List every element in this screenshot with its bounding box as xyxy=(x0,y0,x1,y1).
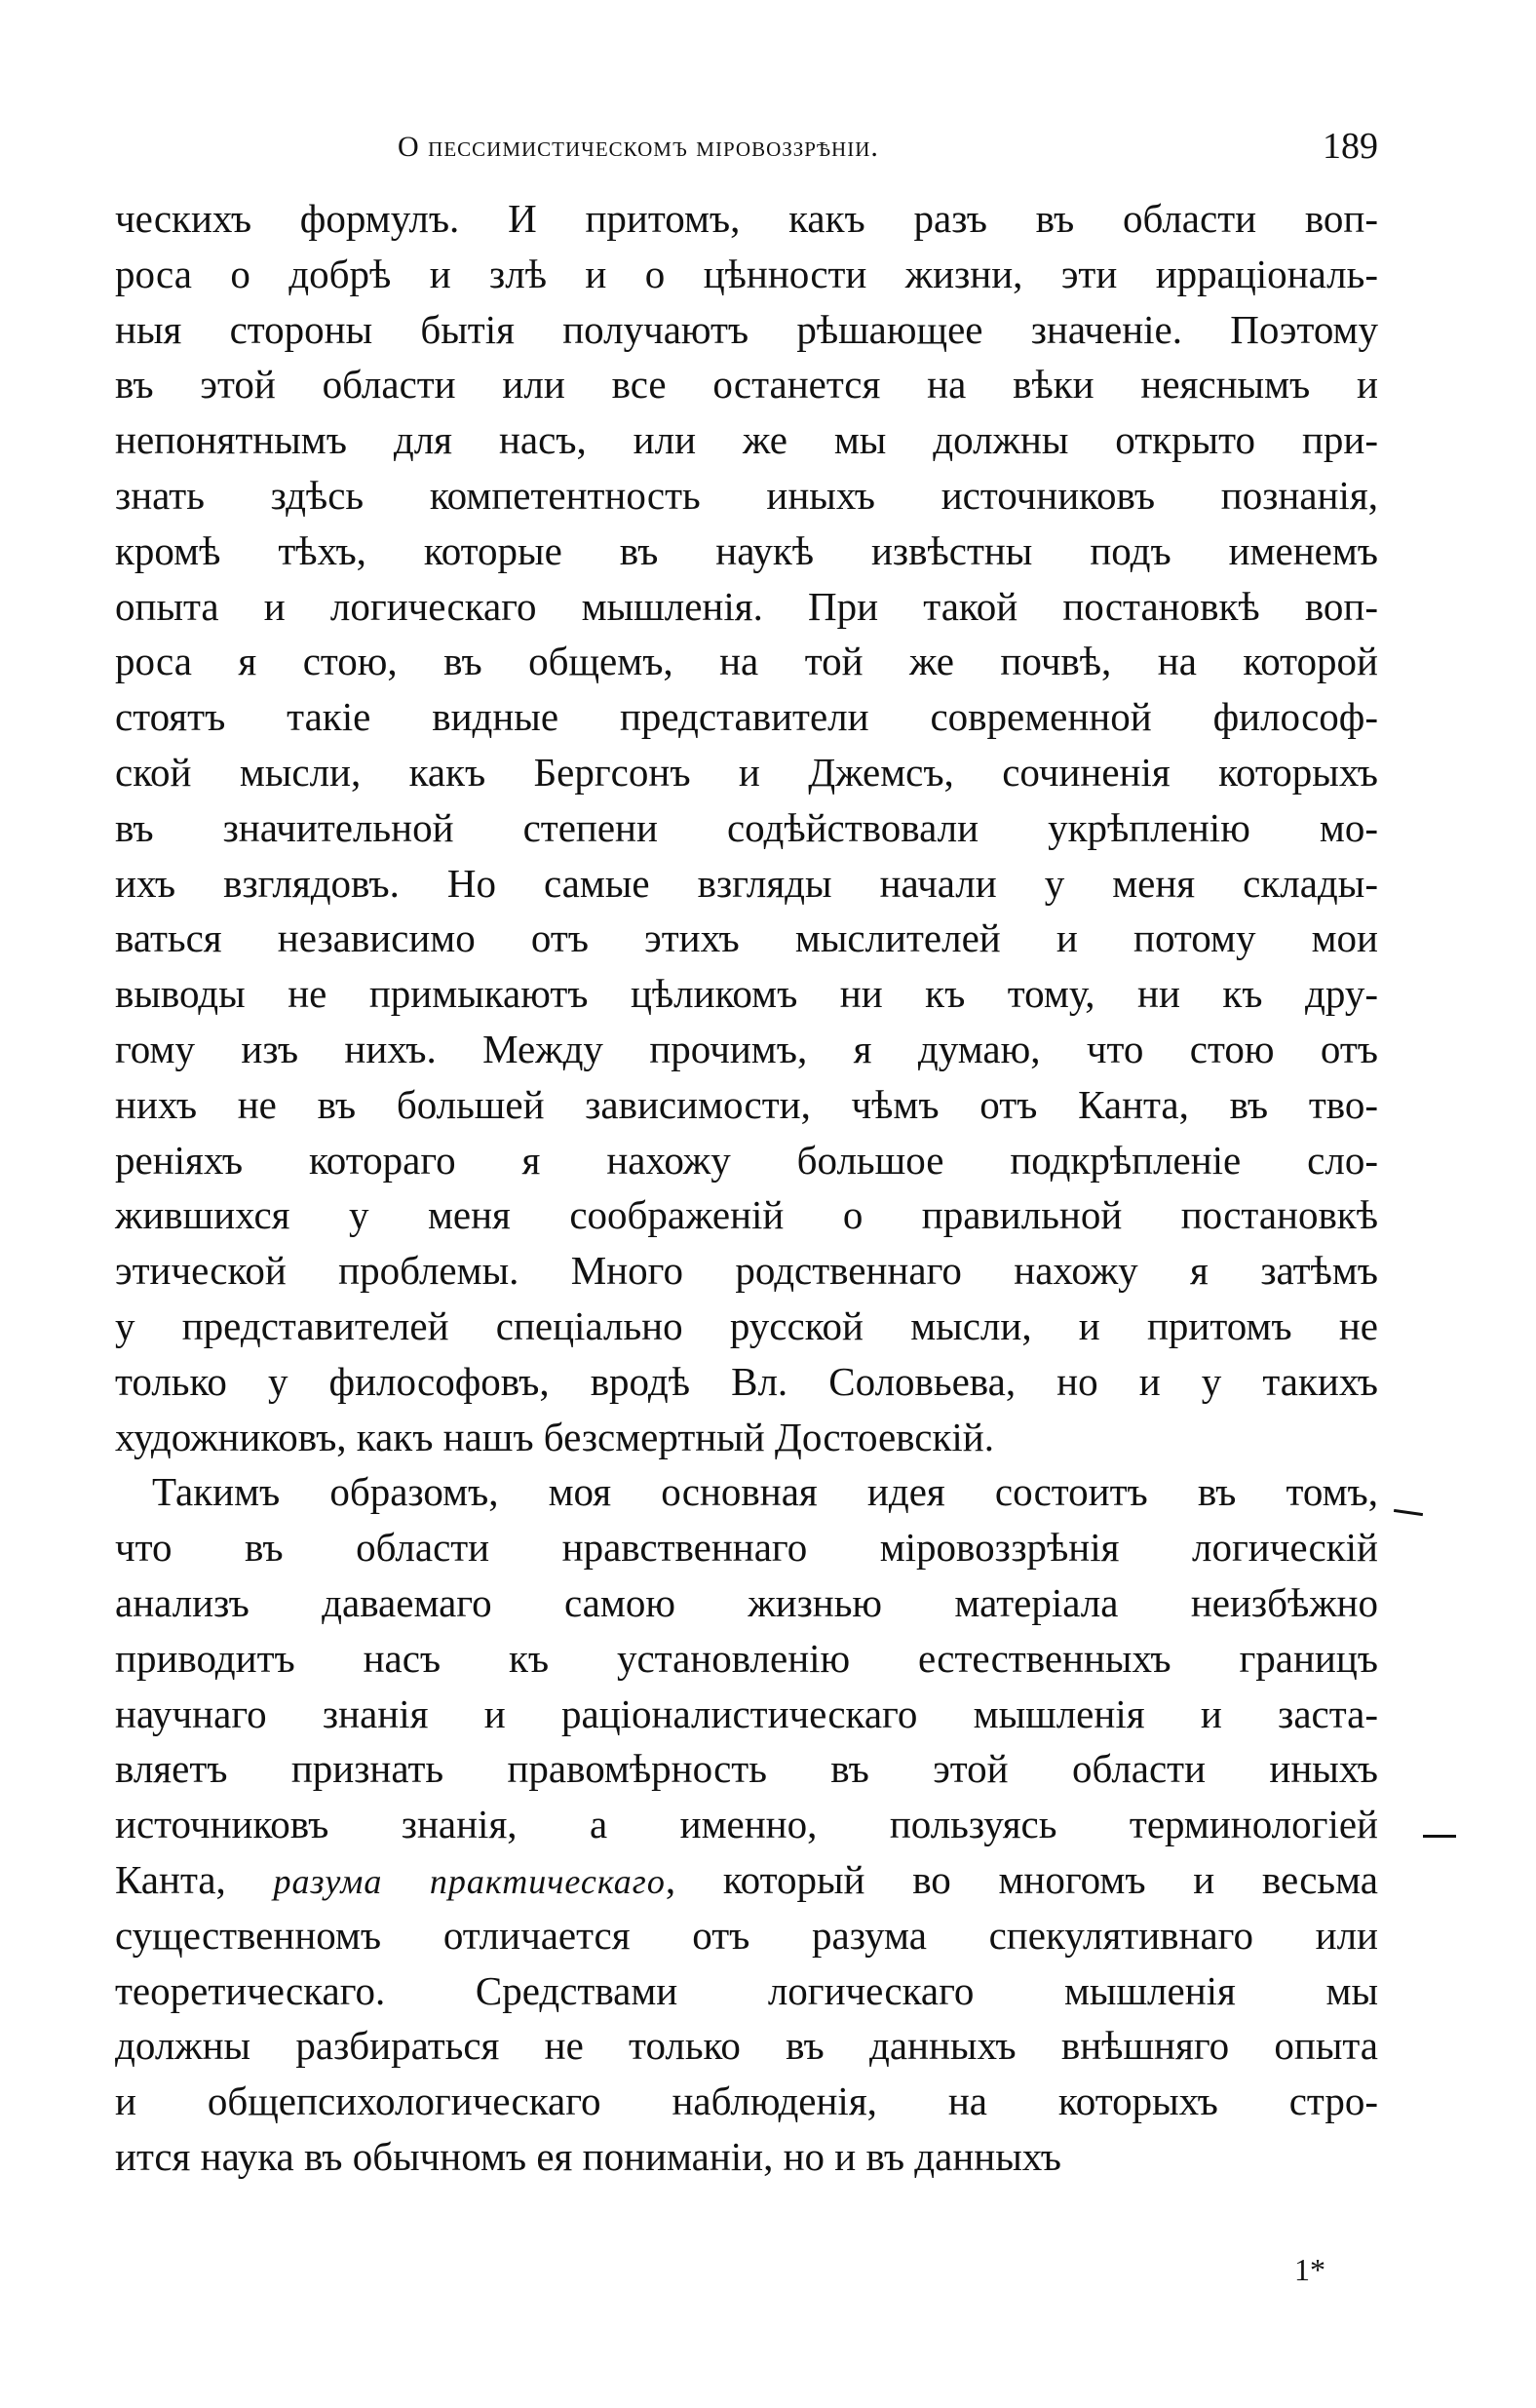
text-segment: нихъ не въ большей зависимости, чѣмъ отъ Канта, въ тво- xyxy=(115,1081,1378,1127)
text-line xyxy=(115,856,1378,912)
text-segment: выводы не примыкаютъ цѣликомъ ни къ тому, ни къ дру- xyxy=(115,971,1378,1017)
text-segment: этической проблемы. Много родственнаго нахожу я затѣмъ xyxy=(115,1248,1378,1294)
text-segment: роса о добрѣ и злѣ и о цѣнности жизни, эти ирраціональ- xyxy=(115,251,1378,296)
paragraph xyxy=(115,1464,1378,2184)
page-number: 189 xyxy=(1323,126,1378,167)
text-line xyxy=(115,1852,1378,1908)
text-line xyxy=(115,1022,1378,1077)
body-text xyxy=(115,191,1378,2185)
text-segment: непонятнымъ для насъ, или же мы должны открыто при- xyxy=(115,417,1378,463)
text-line xyxy=(115,1687,1378,1742)
text-segment: ваться независимо отъ этихъ мыслителей и потому мои xyxy=(115,915,1378,961)
text-line xyxy=(115,966,1378,1022)
text-segment: реніяхъ котораго я нахожу большое подкрѣпленіе сло- xyxy=(115,1137,1378,1183)
text-segment: , который во многомъ и весьма xyxy=(665,1856,1378,1902)
text-segment: существенномъ отличается отъ разума спекулятивнаго или xyxy=(115,1912,1378,1958)
text-line xyxy=(115,1575,1378,1631)
margin-mark xyxy=(1394,1509,1423,1516)
text-segment: кромѣ тѣхъ, которые въ наукѣ извѣстны подъ именемъ xyxy=(115,527,1378,573)
text-segment: въ этой области или все останется на вѣки неяснымъ и xyxy=(115,362,1378,408)
text-line xyxy=(115,1243,1378,1299)
text-segment: ныя стороны бытія получаютъ рѣшающее значеніе. Поэтому xyxy=(115,306,1378,352)
text-line xyxy=(115,302,1378,358)
text-segment: приводитъ насъ къ установленію естественныхъ границъ xyxy=(115,1635,1378,1681)
text-segment: ской мысли, какъ Бергсонъ и Джемсъ, сочиненія которыхъ xyxy=(115,749,1378,795)
text-line xyxy=(115,800,1378,856)
text-line xyxy=(115,1631,1378,1687)
text-segment: источниковъ знанія, а именно, пользуясь терминологіей xyxy=(115,1802,1378,1847)
text-line xyxy=(115,1187,1378,1243)
text-line xyxy=(115,1133,1378,1188)
signature-mark: 1* xyxy=(1294,2252,1325,2287)
text-line xyxy=(115,634,1378,689)
text-segment: научнаго знанія и раціоналистическаго мышленія и заста- xyxy=(115,1690,1378,1736)
text-segment: у представителей спеціально русской мысли, и притомъ не xyxy=(115,1302,1378,1348)
text-line xyxy=(115,2018,1378,2074)
running-title: О пессимистическомъ міровоззрѣніи. xyxy=(398,131,879,163)
text-line xyxy=(115,1797,1378,1852)
text-line xyxy=(115,412,1378,468)
text-line xyxy=(115,911,1378,966)
text-line xyxy=(115,1520,1378,1575)
text-segment: Такимъ образомъ, моя основная идея состоитъ въ томъ, xyxy=(152,1469,1378,1515)
running-header xyxy=(115,125,1378,172)
text-line xyxy=(115,745,1378,800)
text-segment: въ значительной степени содѣйствовали укрѣпленію мо- xyxy=(115,804,1378,850)
text-line xyxy=(115,1299,1378,1354)
text-line xyxy=(115,2074,1378,2129)
text-segment: анализъ даваемаго самою жизнью матеріала неизбѣжно xyxy=(115,1579,1378,1625)
text-segment: знать здѣсь компетентность иныхъ источниковъ познанія, xyxy=(115,472,1378,518)
text-line xyxy=(115,468,1378,524)
italic-phrase: разума практическаго xyxy=(273,1861,666,1901)
text-line xyxy=(115,247,1378,302)
text-line xyxy=(115,1464,1378,1520)
text-segment: жившихся у меня соображеній о правильной постановкѣ xyxy=(115,1192,1378,1238)
paragraph xyxy=(115,191,1378,1464)
text-segment: должны разбираться не только въ данныхъ внѣшняго опыта xyxy=(115,2023,1378,2069)
text-line xyxy=(115,1077,1378,1133)
text-line xyxy=(115,1741,1378,1797)
text-line xyxy=(115,1908,1378,1963)
text-segment: художниковъ, какъ нашъ безсмертный Достоевскій. xyxy=(115,1414,994,1459)
text-segment: роса я стою, въ общемъ, на той же почвѣ, на которой xyxy=(115,639,1378,684)
text-segment: только у философовъ, вродѣ Вл. Соловьева, но и у такихъ xyxy=(115,1358,1378,1404)
text-segment: ческихъ формулъ. И притомъ, какъ разъ въ области воп- xyxy=(115,196,1378,241)
text-segment: и общепсихологическаго наблюденія, на которыхъ стро- xyxy=(115,2078,1378,2124)
text-segment: теоретическаго. Средствами логическаго мышленія мы xyxy=(115,1967,1378,2013)
text-line xyxy=(115,2129,1378,2185)
text-line xyxy=(115,524,1378,579)
text-segment: Канта, xyxy=(115,1856,274,1902)
text-line xyxy=(115,579,1378,635)
text-segment: что въ области нравственнаго міровоззрѣнія логическій xyxy=(115,1525,1378,1571)
text-line xyxy=(115,1963,1378,2019)
text-line xyxy=(115,1410,1378,1465)
text-segment: вляетъ признать правомѣрность въ этой области иныхъ xyxy=(115,1746,1378,1792)
text-segment: опыта и логическаго мышленія. При такой постановкѣ воп- xyxy=(115,583,1378,629)
text-line xyxy=(115,191,1378,247)
text-segment: стоятъ такіе видные представители современной философ- xyxy=(115,694,1378,740)
text-segment: ихъ взглядовъ. Но самые взгляды начали у меня склады- xyxy=(115,860,1378,906)
text-line xyxy=(115,1354,1378,1410)
margin-mark xyxy=(1423,1835,1456,1838)
text-line xyxy=(115,689,1378,745)
text-segment: ится наука въ обычномъ ея пониманіи, но и въ данныхъ xyxy=(115,2133,1061,2179)
text-line xyxy=(115,357,1378,412)
text-segment: гому изъ нихъ. Между прочимъ, я думаю, что стою отъ xyxy=(115,1026,1378,1071)
